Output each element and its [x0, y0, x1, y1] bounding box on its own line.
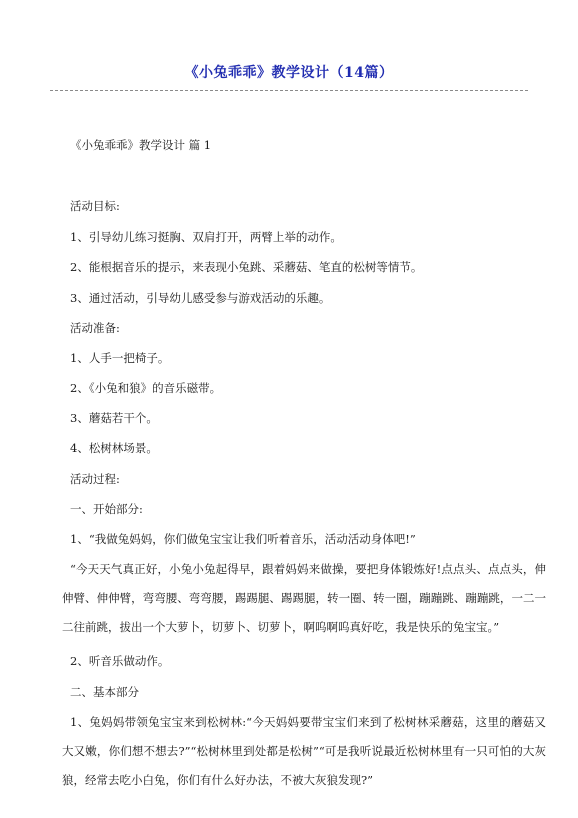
goal-item-2: 2、能根据音乐的提示，来表现小兔跳、采蘑菇、笔直的松树等情节。 [70, 260, 423, 274]
title-divider [50, 90, 528, 91]
process-label: 活动过程: [70, 472, 120, 486]
prep-item-1: 1、人手一把椅子。 [70, 351, 170, 365]
prep-item-4: 4、松树林场景。 [70, 441, 158, 455]
goal-item-1: 1、引导幼儿练习挺胸、双肩打开，两臂上举的动作。 [70, 230, 342, 244]
part-heading-1: 一、开始部分: [70, 502, 143, 516]
step-item-2: 2、听音乐做动作。 [70, 654, 170, 668]
prep-item-2: 2、《小兔和狼》的音乐磁带。 [70, 381, 222, 395]
goals-label: 活动目标: [70, 199, 120, 213]
section-heading: 《小兔乖乖》教学设计 篇 1 [70, 138, 212, 152]
prep-item-3: 3、蘑菇若干个。 [70, 411, 158, 425]
step-item-1: 1、“我做兔妈妈，你们做兔宝宝让我们听着音乐，活动活动身体吧!” [70, 532, 416, 546]
paragraph-forest: 1、兔妈妈带领兔宝宝来到松树林:“今天妈妈要带宝宝们来到了松树林采蘑菇，这里的蘑菇又大又嫩，你们想不想去?”“松树林里到处都是松树”“可是我听说最近松树林里有一只可怕的大灰狼，经常去吃小白兔，你们有什么好办法，不被大灰狼发现?” [62, 715, 546, 787]
document-title: 《小兔乖乖》教学设计（14篇） [184, 65, 394, 81]
goal-item-3: 3、通过活动，引导幼儿感受参与游戏活动的乐趣。 [70, 291, 331, 305]
paragraph-warmup: “今天天气真正好，小兔小兔起得早，跟着妈妈来做操，要把身体锻炼好!点点头、点点头，伸伸臂、伸伸臂，弯弯腰、弯弯腰，踢踢腿、踢踢腿，转一圈、转一圈，蹦蹦跳、蹦蹦跳，一二一二往前跳，拔出一个大萝卜，切萝卜、切萝卜，啊呜啊呜真好吃，我是快乐的兔宝宝。” [62, 562, 546, 634]
prep-label: 活动准备: [70, 321, 120, 335]
part-heading-2: 二、基本部分 [70, 685, 139, 699]
